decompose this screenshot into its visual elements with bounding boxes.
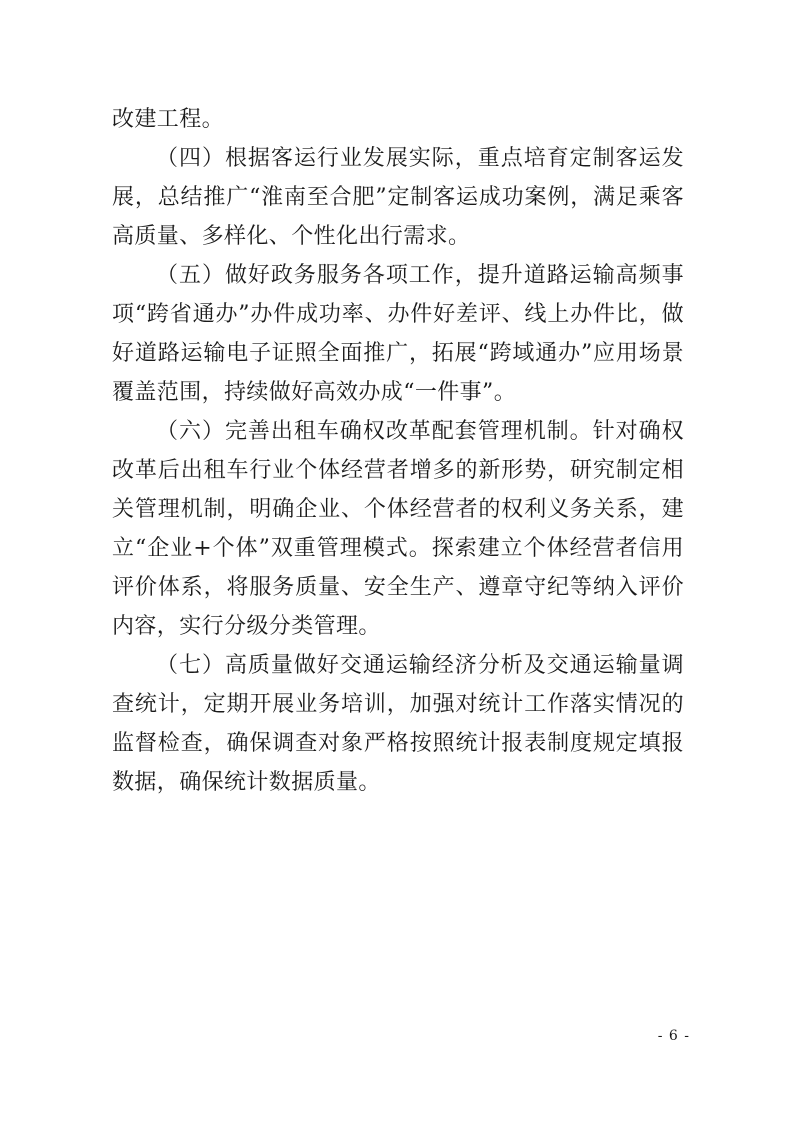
paragraph-item-5: （五）做好政务服务各项工作，提升道路运输高频事项“跨省通办”办件成功率、办件好差评、线上办件比，做好道路运输电子证照全面推广，拓展“跨域通办”应用场景覆盖范围，持续做好高效办成“一件事”。 — [112, 263, 684, 405]
document-body — [112, 100, 684, 802]
paragraph-item-4: （四）根据客运行业发展实际，重点培育定制客运发展，总结推广“淮南至合肥”定制客运成功案例，满足乘客高质量、多样化、个性化出行需求。 — [112, 146, 684, 249]
paragraph-item-7: （七）高质量做好交通运输经济分析及交通运输量调查统计，定期开展业务培训，加强对统计工作落实情况的监督检查，确保调查对象严格按照统计报表制度规定填报数据，确保统计数据质量。 — [112, 653, 684, 795]
paragraph-continuation: 改建工程。 — [112, 107, 225, 132]
paragraph-item-6: （六）完善出租车确权改革配套管理机制。针对确权改革后出租车行业个体经营者增多的新形势，研究制定相关管理机制，明确企业、个体经营者的权利义务关系，建立“企业+个体”双重管理模式。探索建立个体经营者信用评价体系，将服务质量、安全生产、遵章守纪等纳入评价内容，实行分级分类管理。 — [112, 419, 684, 639]
page-number: - 6 - — [657, 1028, 690, 1044]
